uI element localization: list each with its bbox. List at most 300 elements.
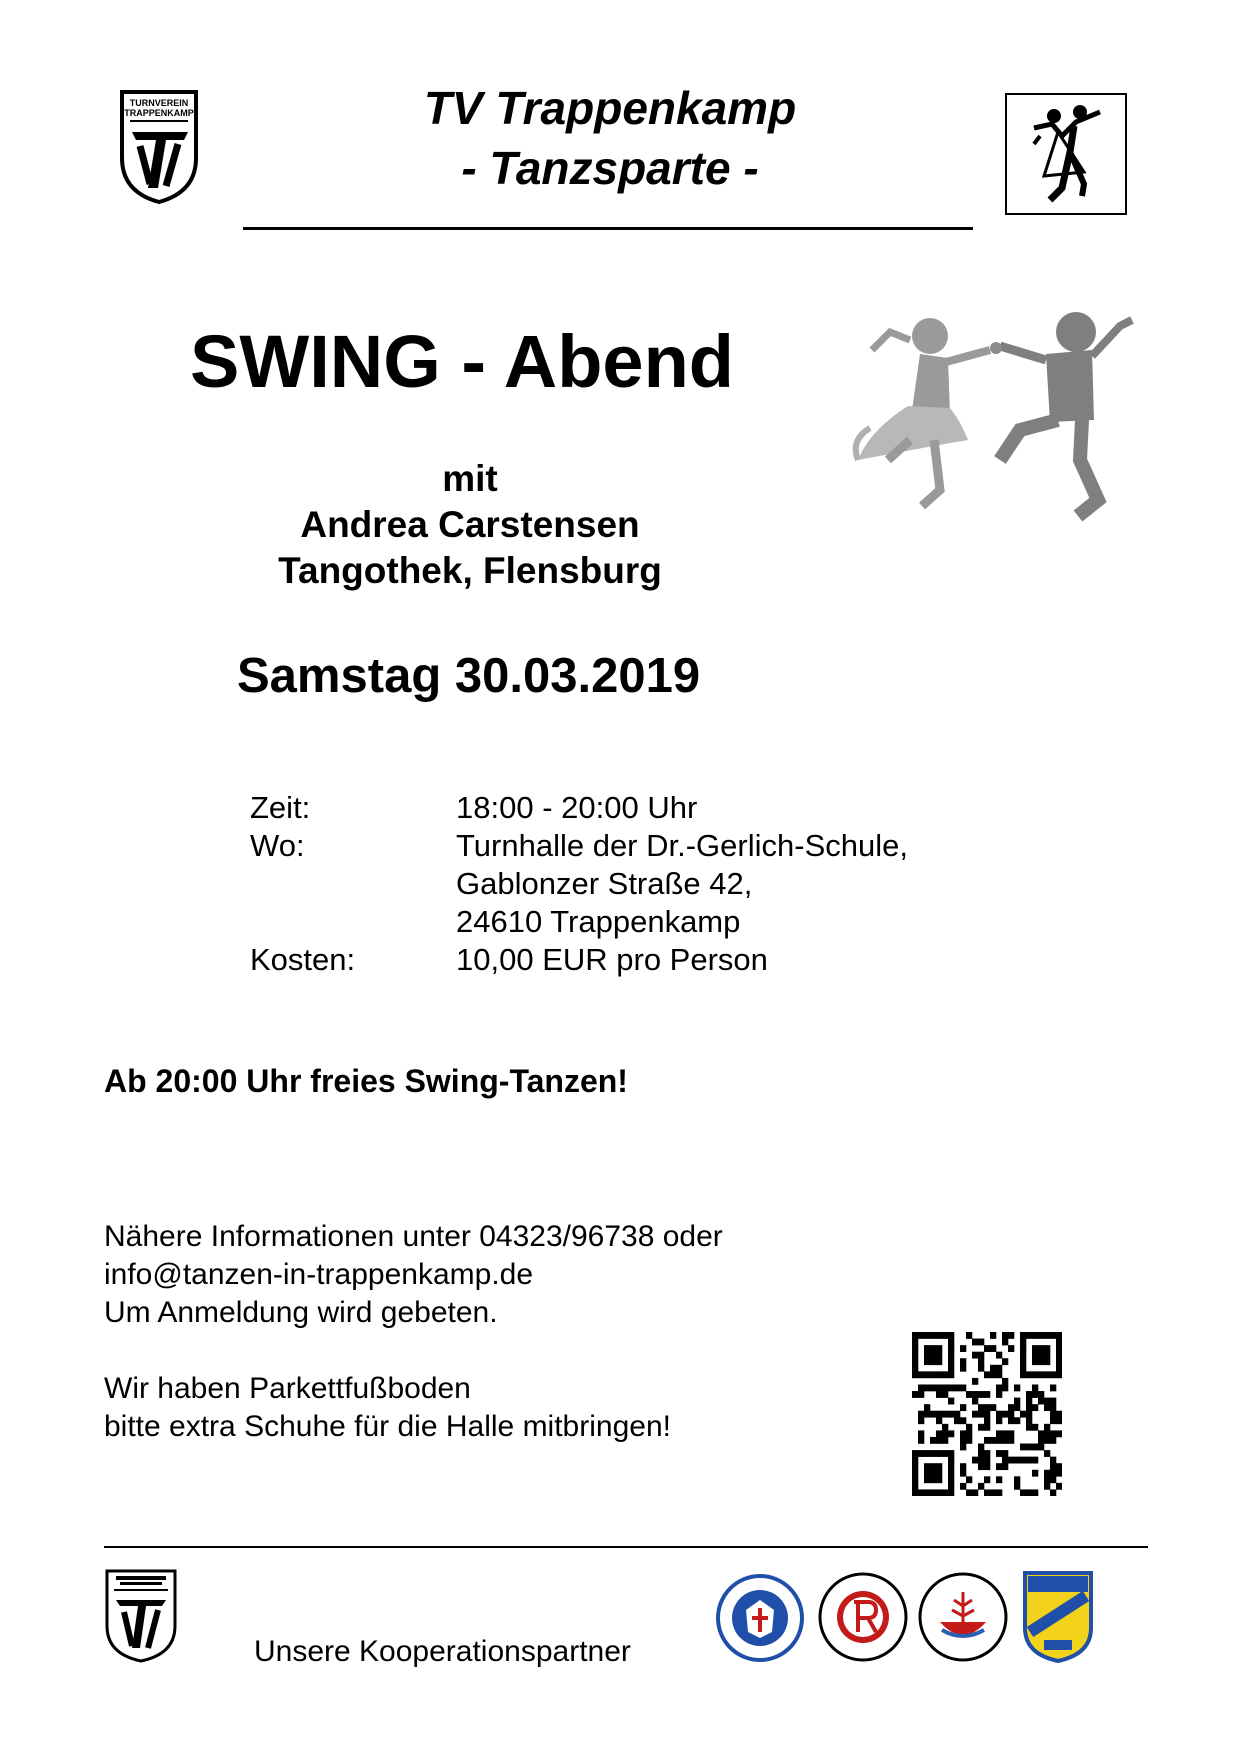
qr-module bbox=[1044, 1476, 1050, 1483]
qr-module bbox=[966, 1424, 972, 1431]
qr-module bbox=[960, 1365, 966, 1372]
qr-module bbox=[1038, 1437, 1044, 1444]
qr-module bbox=[996, 1489, 1002, 1496]
qr-module bbox=[1032, 1391, 1038, 1398]
qr-module bbox=[984, 1463, 990, 1470]
qr-module bbox=[1056, 1470, 1062, 1477]
qr-module bbox=[984, 1450, 990, 1457]
qr-module bbox=[1056, 1411, 1062, 1418]
qr-module bbox=[1050, 1411, 1056, 1418]
qr-module bbox=[984, 1437, 990, 1444]
qr-module bbox=[978, 1365, 984, 1372]
qr-module bbox=[948, 1457, 954, 1464]
qr-module bbox=[972, 1352, 978, 1359]
qr-module bbox=[996, 1430, 1002, 1437]
qr-module bbox=[930, 1332, 936, 1339]
qr-module bbox=[1002, 1411, 1008, 1418]
qr-module bbox=[1038, 1371, 1044, 1378]
qr-module bbox=[924, 1352, 930, 1359]
detail-value-time: 18:00 - 20:00 Uhr bbox=[456, 790, 698, 825]
qr-module bbox=[978, 1483, 984, 1490]
qr-module bbox=[1032, 1444, 1038, 1451]
qr-module bbox=[996, 1450, 1002, 1457]
contact-line-phone: Nähere Informationen unter 04323/96738 oder bbox=[104, 1220, 723, 1253]
qr-module bbox=[1050, 1470, 1056, 1477]
qr-module bbox=[972, 1398, 978, 1405]
qr-module bbox=[1032, 1358, 1038, 1365]
qr-module bbox=[996, 1476, 1002, 1483]
qr-module bbox=[1002, 1358, 1008, 1365]
qr-module bbox=[1032, 1457, 1038, 1464]
qr-module bbox=[1038, 1352, 1044, 1359]
qr-module bbox=[996, 1352, 1002, 1359]
qr-module bbox=[966, 1437, 972, 1444]
qr-module bbox=[936, 1476, 942, 1483]
floor-note-line2: bitte extra Schuhe für die Halle mitbringen! bbox=[104, 1410, 671, 1443]
qr-module bbox=[1008, 1404, 1014, 1411]
qr-module bbox=[1014, 1384, 1020, 1391]
qr-module bbox=[1044, 1430, 1050, 1437]
event-host: Andrea Carstensen bbox=[300, 504, 640, 545]
qr-module bbox=[948, 1384, 954, 1391]
qr-module bbox=[960, 1404, 966, 1411]
qr-module bbox=[984, 1411, 990, 1418]
qr-module bbox=[1032, 1345, 1038, 1352]
qr-module bbox=[1014, 1476, 1020, 1483]
qr-module bbox=[960, 1358, 966, 1365]
qr-module bbox=[1014, 1404, 1020, 1411]
qr-module bbox=[918, 1489, 924, 1496]
qr-module bbox=[936, 1352, 942, 1359]
qr-code-icon[interactable] bbox=[912, 1332, 1062, 1496]
qr-module bbox=[1032, 1332, 1038, 1339]
qr-module bbox=[1002, 1339, 1008, 1346]
qr-module bbox=[918, 1391, 924, 1398]
qr-module bbox=[990, 1437, 996, 1444]
qr-module bbox=[1008, 1345, 1014, 1352]
qr-module bbox=[918, 1430, 924, 1437]
qr-module bbox=[918, 1384, 924, 1391]
qr-module bbox=[984, 1424, 990, 1431]
qr-module bbox=[912, 1339, 918, 1346]
qr-module bbox=[912, 1352, 918, 1359]
logo-text-top: TURNVEREIN bbox=[129, 98, 189, 108]
qr-module bbox=[1002, 1384, 1008, 1391]
qr-module bbox=[912, 1470, 918, 1477]
qr-module bbox=[948, 1365, 954, 1372]
qr-module bbox=[1020, 1352, 1026, 1359]
qr-module bbox=[990, 1345, 996, 1352]
qr-module bbox=[1056, 1339, 1062, 1346]
qr-module bbox=[1002, 1463, 1008, 1470]
qr-module bbox=[930, 1437, 936, 1444]
logo-text-bottom: TRAPPENKAMP bbox=[124, 108, 194, 118]
qr-module bbox=[1026, 1444, 1032, 1451]
club-name: TV Trappenkamp bbox=[423, 82, 797, 134]
qr-module bbox=[1026, 1411, 1032, 1418]
qr-module bbox=[978, 1339, 984, 1346]
free-dance-note: Ab 20:00 Uhr freies Swing-Tanzen! bbox=[104, 1063, 628, 1099]
qr-module bbox=[1032, 1384, 1038, 1391]
qr-module bbox=[1044, 1371, 1050, 1378]
qr-module bbox=[1026, 1391, 1032, 1398]
qr-module bbox=[936, 1391, 942, 1398]
qr-module bbox=[954, 1411, 960, 1418]
qr-module bbox=[978, 1352, 984, 1359]
qr-module bbox=[948, 1332, 954, 1339]
qr-module bbox=[1026, 1332, 1032, 1339]
qr-module bbox=[984, 1476, 990, 1483]
qr-module bbox=[936, 1371, 942, 1378]
qr-module bbox=[972, 1411, 978, 1418]
qr-module bbox=[984, 1457, 990, 1464]
qr-module bbox=[924, 1450, 930, 1457]
qr-module bbox=[948, 1371, 954, 1378]
qr-module bbox=[942, 1411, 948, 1418]
qr-module bbox=[960, 1430, 966, 1437]
qr-module bbox=[912, 1489, 918, 1496]
qr-module bbox=[912, 1365, 918, 1372]
qr-module bbox=[990, 1365, 996, 1372]
qr-module bbox=[942, 1371, 948, 1378]
qr-module bbox=[996, 1463, 1002, 1470]
contact-registration: Um Anmeldung wird gebeten. bbox=[104, 1296, 498, 1329]
qr-module bbox=[918, 1417, 924, 1424]
qr-module bbox=[990, 1371, 996, 1378]
club-logo-icon bbox=[118, 88, 200, 206]
partner-logo-wankendorf bbox=[1022, 1570, 1094, 1664]
qr-module bbox=[918, 1411, 924, 1418]
qr-module bbox=[990, 1404, 996, 1411]
qr-module bbox=[1032, 1489, 1038, 1496]
footer-club-logo-icon bbox=[104, 1568, 178, 1664]
qr-module bbox=[948, 1352, 954, 1359]
qr-module bbox=[912, 1358, 918, 1365]
qr-module bbox=[978, 1411, 984, 1418]
qr-module bbox=[996, 1417, 1002, 1424]
qr-module bbox=[1026, 1404, 1032, 1411]
qr-module bbox=[1026, 1489, 1032, 1496]
qr-module bbox=[1050, 1404, 1056, 1411]
partner-logo-schmalensee bbox=[918, 1572, 1008, 1662]
qr-module bbox=[1026, 1398, 1032, 1405]
floor-note-line1: Wir haben Parkettfußboden bbox=[104, 1372, 471, 1405]
qr-module bbox=[960, 1437, 966, 1444]
qr-module bbox=[948, 1483, 954, 1490]
event-host-org: Tangothek, Flensburg bbox=[278, 550, 662, 591]
footer-divider bbox=[104, 1546, 1148, 1548]
qr-module bbox=[1014, 1398, 1020, 1405]
qr-module bbox=[942, 1489, 948, 1496]
qr-module bbox=[1002, 1457, 1008, 1464]
qr-module bbox=[1020, 1365, 1026, 1372]
qr-module bbox=[996, 1411, 1002, 1418]
qr-module bbox=[978, 1457, 984, 1464]
qr-module bbox=[1050, 1489, 1056, 1496]
qr-module bbox=[1002, 1430, 1008, 1437]
header-divider bbox=[243, 227, 973, 230]
qr-module bbox=[1020, 1444, 1026, 1451]
qr-module bbox=[1026, 1424, 1032, 1431]
qr-module bbox=[936, 1463, 942, 1470]
qr-module bbox=[1026, 1457, 1032, 1464]
qr-module bbox=[1050, 1384, 1056, 1391]
qr-module bbox=[930, 1358, 936, 1365]
qr-module bbox=[918, 1332, 924, 1339]
qr-module bbox=[1044, 1404, 1050, 1411]
qr-module bbox=[960, 1483, 966, 1490]
qr-module bbox=[912, 1463, 918, 1470]
qr-module bbox=[936, 1411, 942, 1418]
qr-module bbox=[1056, 1345, 1062, 1352]
qr-module bbox=[978, 1424, 984, 1431]
qr-module bbox=[924, 1404, 930, 1411]
qr-module bbox=[1050, 1463, 1056, 1470]
qr-module bbox=[948, 1450, 954, 1457]
qr-module bbox=[1032, 1424, 1038, 1431]
qr-module bbox=[1056, 1463, 1062, 1470]
qr-module bbox=[1056, 1483, 1062, 1490]
qr-module bbox=[942, 1332, 948, 1339]
qr-module bbox=[984, 1345, 990, 1352]
qr-module bbox=[912, 1332, 918, 1339]
qr-module bbox=[912, 1483, 918, 1490]
qr-module bbox=[930, 1345, 936, 1352]
qr-module bbox=[936, 1470, 942, 1477]
qr-module bbox=[1044, 1345, 1050, 1352]
qr-module bbox=[948, 1358, 954, 1365]
qr-module bbox=[1044, 1398, 1050, 1405]
qr-module bbox=[1008, 1457, 1014, 1464]
qr-module bbox=[1020, 1345, 1026, 1352]
qr-module bbox=[936, 1437, 942, 1444]
qr-module bbox=[1020, 1358, 1026, 1365]
qr-module bbox=[1008, 1417, 1014, 1424]
division-name: - Tanzsparte - bbox=[461, 142, 759, 194]
qr-module bbox=[996, 1365, 1002, 1372]
qr-module bbox=[972, 1378, 978, 1385]
qr-module bbox=[1020, 1332, 1026, 1339]
qr-module bbox=[942, 1424, 948, 1431]
qr-module bbox=[1038, 1444, 1044, 1451]
qr-module bbox=[978, 1463, 984, 1470]
qr-module bbox=[930, 1450, 936, 1457]
qr-module bbox=[948, 1345, 954, 1352]
event-with: mit bbox=[442, 458, 498, 499]
qr-module bbox=[966, 1332, 972, 1339]
qr-module bbox=[1044, 1437, 1050, 1444]
qr-module bbox=[1008, 1437, 1014, 1444]
qr-module bbox=[972, 1339, 978, 1346]
qr-module bbox=[924, 1476, 930, 1483]
qr-module bbox=[996, 1384, 1002, 1391]
qr-module bbox=[1014, 1417, 1020, 1424]
qr-module bbox=[924, 1332, 930, 1339]
qr-module bbox=[1020, 1371, 1026, 1378]
qr-module bbox=[966, 1391, 972, 1398]
qr-module bbox=[966, 1476, 972, 1483]
qr-module bbox=[1038, 1398, 1044, 1405]
qr-module bbox=[912, 1391, 918, 1398]
qr-module bbox=[930, 1384, 936, 1391]
qr-module bbox=[930, 1371, 936, 1378]
qr-module bbox=[912, 1457, 918, 1464]
detail-value-street: Gablonzer Straße 42, bbox=[456, 866, 753, 901]
qr-module bbox=[1050, 1371, 1056, 1378]
qr-module bbox=[924, 1470, 930, 1477]
qr-module bbox=[930, 1489, 936, 1496]
qr-module bbox=[936, 1430, 942, 1437]
qr-module bbox=[1056, 1417, 1062, 1424]
qr-module bbox=[960, 1470, 966, 1477]
qr-module bbox=[936, 1358, 942, 1365]
qr-module bbox=[1050, 1430, 1056, 1437]
qr-module bbox=[1002, 1378, 1008, 1385]
qr-module bbox=[1050, 1417, 1056, 1424]
qr-module bbox=[1044, 1483, 1050, 1490]
qr-module bbox=[984, 1371, 990, 1378]
detail-label-cost: Kosten: bbox=[250, 942, 356, 977]
qr-module bbox=[1008, 1411, 1014, 1418]
qr-module bbox=[1008, 1430, 1014, 1437]
qr-module bbox=[1050, 1457, 1056, 1464]
qr-module bbox=[930, 1411, 936, 1418]
detail-value-cost: 10,00 EUR pro Person bbox=[456, 942, 768, 977]
qr-module bbox=[1002, 1450, 1008, 1457]
qr-module bbox=[1044, 1470, 1050, 1477]
qr-module bbox=[1056, 1371, 1062, 1378]
contact-email[interactable]: info@tanzen-in-trappenkamp.de bbox=[104, 1258, 534, 1291]
qr-module bbox=[1044, 1358, 1050, 1365]
qr-module bbox=[918, 1437, 924, 1444]
qr-module bbox=[996, 1437, 1002, 1444]
qr-module bbox=[960, 1463, 966, 1470]
qr-module bbox=[972, 1391, 978, 1398]
qr-module bbox=[1038, 1430, 1044, 1437]
qr-module bbox=[1026, 1371, 1032, 1378]
event-title: SWING - Abend bbox=[190, 320, 734, 403]
qr-module bbox=[1056, 1352, 1062, 1359]
qr-module bbox=[918, 1450, 924, 1457]
qr-module bbox=[978, 1450, 984, 1457]
qr-module bbox=[942, 1437, 948, 1444]
qr-module bbox=[918, 1371, 924, 1378]
detail-value-location: Turnhalle der Dr.-Gerlich-Schule, bbox=[456, 828, 908, 863]
qr-module bbox=[1020, 1457, 1026, 1464]
qr-module bbox=[942, 1450, 948, 1457]
qr-module bbox=[942, 1384, 948, 1391]
qr-module bbox=[1044, 1332, 1050, 1339]
qr-module bbox=[930, 1463, 936, 1470]
qr-module bbox=[1014, 1483, 1020, 1490]
qr-module bbox=[1056, 1430, 1062, 1437]
event-date: Samstag 30.03.2019 bbox=[237, 649, 701, 703]
qr-module bbox=[1002, 1437, 1008, 1444]
qr-module bbox=[948, 1463, 954, 1470]
qr-module bbox=[978, 1444, 984, 1451]
partners-label: Unsere Kooperationspartner bbox=[254, 1635, 631, 1668]
qr-module bbox=[954, 1384, 960, 1391]
qr-module bbox=[1056, 1358, 1062, 1365]
qr-module bbox=[972, 1489, 978, 1496]
qr-module bbox=[936, 1489, 942, 1496]
qr-module bbox=[984, 1417, 990, 1424]
swing-dancers-icon bbox=[850, 310, 1140, 560]
qr-module bbox=[960, 1417, 966, 1424]
qr-module bbox=[924, 1411, 930, 1418]
qr-module bbox=[984, 1404, 990, 1411]
qr-module bbox=[948, 1339, 954, 1346]
qr-module bbox=[978, 1404, 984, 1411]
qr-module bbox=[1032, 1470, 1038, 1477]
qr-module bbox=[936, 1384, 942, 1391]
qr-module bbox=[984, 1489, 990, 1496]
qr-module bbox=[930, 1476, 936, 1483]
partner-logo-quellenhaupt bbox=[716, 1574, 804, 1662]
qr-module bbox=[930, 1352, 936, 1359]
qr-module bbox=[924, 1384, 930, 1391]
qr-module bbox=[924, 1345, 930, 1352]
qr-module bbox=[966, 1430, 972, 1437]
partner-logo-rickling bbox=[818, 1572, 908, 1662]
qr-module bbox=[1056, 1332, 1062, 1339]
qr-module bbox=[1020, 1411, 1026, 1418]
qr-module bbox=[1038, 1345, 1044, 1352]
qr-module bbox=[990, 1332, 996, 1339]
qr-module bbox=[948, 1398, 954, 1405]
qr-module bbox=[930, 1470, 936, 1477]
qr-module bbox=[996, 1391, 1002, 1398]
qr-module bbox=[924, 1371, 930, 1378]
qr-module bbox=[1032, 1352, 1038, 1359]
dance-couple-icon bbox=[1004, 92, 1128, 216]
qr-module bbox=[942, 1391, 948, 1398]
qr-module bbox=[1002, 1332, 1008, 1339]
qr-module bbox=[936, 1332, 942, 1339]
qr-module bbox=[960, 1444, 966, 1451]
qr-module bbox=[1032, 1404, 1038, 1411]
qr-module bbox=[924, 1489, 930, 1496]
qr-module bbox=[1032, 1371, 1038, 1378]
qr-module bbox=[1020, 1339, 1026, 1346]
qr-module bbox=[924, 1358, 930, 1365]
detail-label-time: Zeit: bbox=[250, 790, 311, 825]
qr-module bbox=[948, 1470, 954, 1477]
qr-module bbox=[1050, 1476, 1056, 1483]
qr-module bbox=[936, 1417, 942, 1424]
detail-value-city: 24610 Trappenkamp bbox=[456, 904, 741, 939]
qr-module bbox=[954, 1417, 960, 1424]
qr-module bbox=[996, 1371, 1002, 1378]
qr-module bbox=[1044, 1424, 1050, 1431]
qr-module bbox=[990, 1489, 996, 1496]
qr-module bbox=[966, 1489, 972, 1496]
qr-module bbox=[1014, 1457, 1020, 1464]
qr-module bbox=[948, 1489, 954, 1496]
qr-module bbox=[1026, 1417, 1032, 1424]
qr-module bbox=[1044, 1450, 1050, 1457]
qr-module bbox=[978, 1358, 984, 1365]
qr-module bbox=[948, 1430, 954, 1437]
qr-module bbox=[1038, 1391, 1044, 1398]
qr-module bbox=[948, 1476, 954, 1483]
qr-module bbox=[1038, 1332, 1044, 1339]
qr-module bbox=[912, 1476, 918, 1483]
qr-module bbox=[960, 1384, 966, 1391]
qr-module bbox=[936, 1450, 942, 1457]
qr-module bbox=[1008, 1332, 1014, 1339]
qr-module bbox=[984, 1391, 990, 1398]
